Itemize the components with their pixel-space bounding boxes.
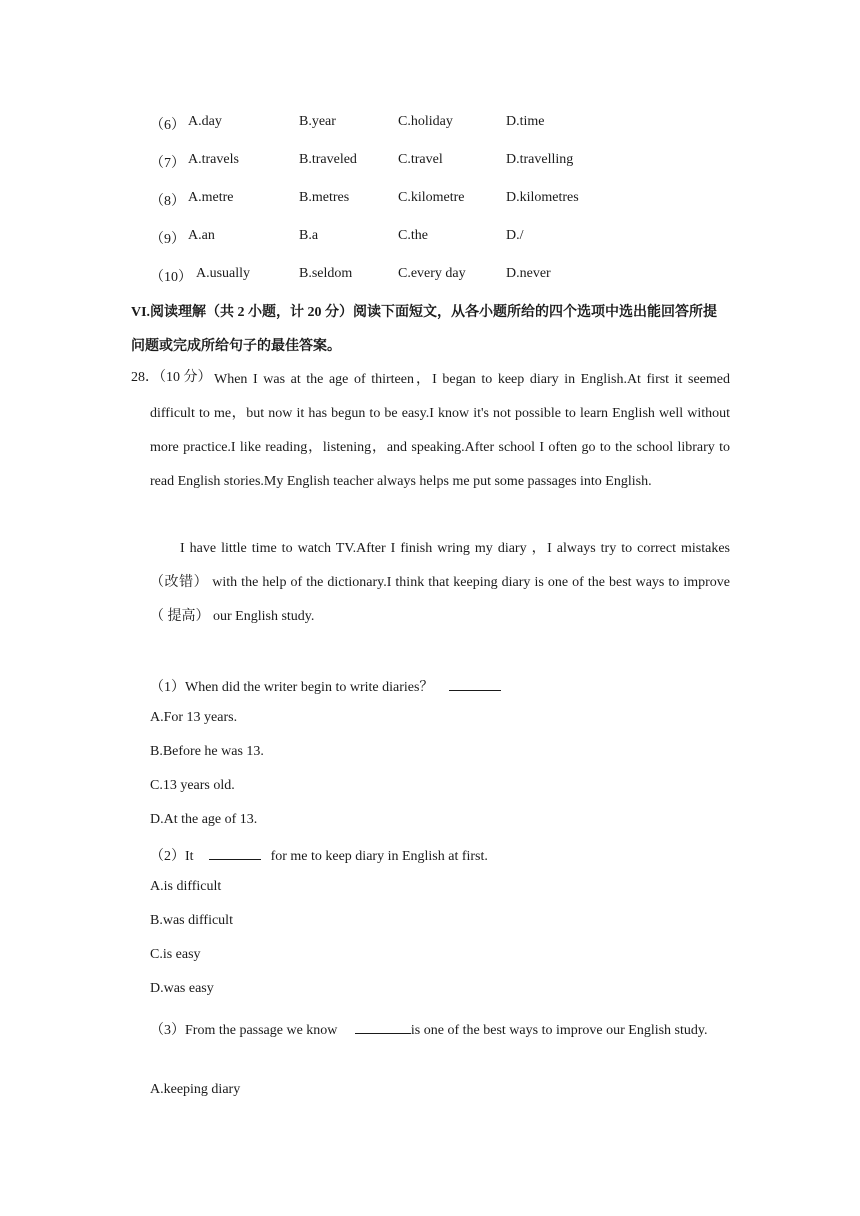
answer-blank bbox=[449, 676, 501, 691]
question-number: （8） bbox=[150, 194, 185, 209]
option-d: D.kilometres bbox=[506, 190, 579, 205]
question-number: （7） bbox=[150, 156, 185, 171]
choice-d: D.At the age of 13. bbox=[150, 812, 258, 827]
option-d: D.time bbox=[506, 114, 545, 129]
sub-question-3 bbox=[150, 1014, 730, 1048]
option-a: A.usually bbox=[196, 266, 251, 281]
sub-question-1 bbox=[150, 676, 501, 696]
question-number: 28． bbox=[131, 370, 159, 385]
choice-d: D.was easy bbox=[150, 981, 214, 996]
option-b: B.traveled bbox=[299, 152, 357, 167]
option-c: C.the bbox=[398, 228, 428, 243]
option-c: C.every day bbox=[398, 266, 466, 281]
option-d: D.travelling bbox=[506, 152, 574, 167]
answer-blank bbox=[209, 845, 261, 860]
section-heading: VI.阅读理解（共 2 小题，计 20 分）阅读下面短文，从各小题所给的四个选项中选出能回答所提问题或完成所给句子的最佳答案。 bbox=[131, 305, 718, 354]
question-number: （6） bbox=[150, 118, 185, 133]
option-b: B.year bbox=[299, 114, 336, 129]
question-stem: （1）When did the writer begin to write diaries？ bbox=[150, 680, 434, 695]
option-d: D.never bbox=[506, 266, 551, 281]
choice-b: B.was difficult bbox=[150, 913, 233, 928]
option-c: C.kilometre bbox=[398, 190, 465, 205]
choice-c: C.is easy bbox=[150, 947, 201, 962]
passage-text: When I was at the age of thirteen，I began to keep diary in English.At first it seemed difficult to me，but now it has begun to be easy.I know it's not possible to learn English well without more practice.I like reading，listening，and speaking.After school I often go to the school library to read English stories.My English teacher always helps me put some passages into English. bbox=[150, 372, 730, 489]
choice-c: C.13 years old. bbox=[150, 778, 235, 793]
question-stem-continued: for me to keep diary in English at first. bbox=[270, 849, 488, 864]
question-score: （10 分） bbox=[159, 370, 212, 385]
option-a: A.day bbox=[188, 114, 222, 129]
option-a: A.travels bbox=[188, 152, 239, 167]
question-stem: （2）It bbox=[150, 849, 194, 864]
choice-a: A.keeping diary bbox=[150, 1082, 241, 1097]
question-number: （9） bbox=[150, 232, 185, 247]
option-b: B.seldom bbox=[299, 266, 353, 281]
question-stem: （3）From the passage we know bbox=[150, 1023, 338, 1038]
choice-b: B.Before he was 13. bbox=[150, 744, 264, 759]
option-c: C.holiday bbox=[398, 114, 453, 129]
question-number: （10） bbox=[150, 270, 192, 285]
option-c: C.travel bbox=[398, 152, 443, 167]
option-d: D./ bbox=[506, 228, 524, 243]
question-stem-continued: is one of the best ways to improve our English study. bbox=[410, 1023, 708, 1038]
option-a: A.an bbox=[188, 228, 215, 243]
choice-a: A.is difficult bbox=[150, 879, 222, 894]
option-a: A.metre bbox=[188, 190, 234, 205]
option-b: B.metres bbox=[299, 190, 350, 205]
passage-paragraph-2 bbox=[150, 532, 730, 634]
answer-blank bbox=[355, 1019, 411, 1034]
choice-a: A.For 13 years. bbox=[150, 710, 238, 725]
passage-paragraph-1 bbox=[150, 363, 730, 499]
option-b: B.a bbox=[299, 228, 319, 243]
passage-text: I have little time to watch TV.After I finish wring my diary ，I always try to correct mistakes（改错） with the help of the dictionary.I think that keeping diary is one of the best ways to improve（ 提高） our English study. bbox=[150, 541, 730, 624]
sub-question-2 bbox=[150, 845, 488, 865]
